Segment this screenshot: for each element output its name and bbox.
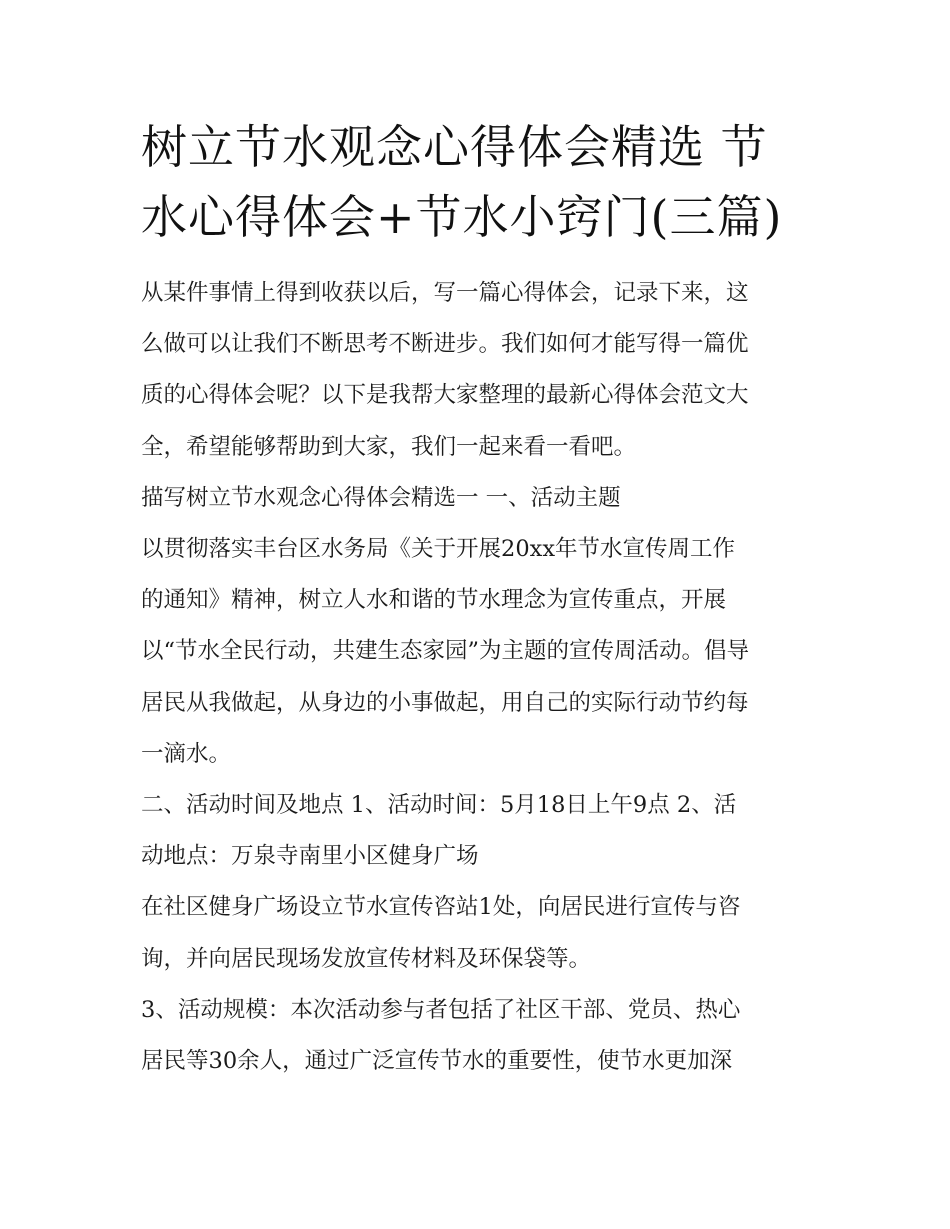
document-content xyxy=(141,112,813,1087)
text-line: 3、活动规模：本次活动参与者包括了社区干部、党员、热心 xyxy=(141,996,741,1023)
text-line: 在社区健身广场设立节水宣传咨站1处，向居民进行宣传与咨 xyxy=(141,894,741,921)
title-line: 树立节水观念心得体会精选 节 xyxy=(141,120,768,174)
text-line: 二、活动时间及地点 1、活动时间：5月18日上午9点 2、活 xyxy=(141,792,737,819)
activity-theme-paragraph xyxy=(141,524,813,780)
time-location-paragraph xyxy=(141,780,813,882)
activity-scale-paragraph xyxy=(141,985,813,1087)
consultation-paragraph xyxy=(141,882,813,984)
text-line: 居民等30余人，通过广泛宣传节水的重要性，使节水更加深 xyxy=(141,1048,733,1075)
document-body xyxy=(141,268,813,1087)
text-line: 质的心得体会呢？以下是我帮大家整理的最新心得体会范文大 xyxy=(141,382,749,409)
text-line: 从某件事情上得到收获以后，写一篇心得体会，记录下来，这 xyxy=(141,280,749,306)
text-line: 一滴水。 xyxy=(141,740,232,767)
text-line: 全，希望能够帮助到大家，我们一起来看一看吧。 xyxy=(141,433,637,460)
text-line: 以“节水全民行动，共建生态家园”为主题的宣传周活动。倡导 xyxy=(141,638,750,665)
section-heading-paragraph xyxy=(141,473,813,524)
intro-paragraph xyxy=(141,268,813,473)
text-line: 居民从我做起，从身边的小事做起，用自己的实际行动节约每 xyxy=(141,689,749,716)
text-line: 的通知》精神，树立人水和谐的节水理念为宣传重点，开展 xyxy=(141,587,727,614)
text-line: 描写树立节水观念心得体会精选一 一、活动主题 xyxy=(141,484,621,511)
text-line: 动地点：万泉寺南里小区健身广场 xyxy=(141,843,479,870)
text-line: 么做可以让我们不断思考不断进步。我们如何才能写得一篇优 xyxy=(141,331,749,358)
text-line: 以贯彻落实丰台区水务局《关于开展20xx年节水宣传周工作 xyxy=(141,536,736,563)
document-title xyxy=(141,112,813,252)
title-line: 水心得体会+节水小窍门(三篇) xyxy=(141,190,783,244)
text-line: 询，并向居民现场发放宣传材料及环保袋等。 xyxy=(141,945,592,972)
